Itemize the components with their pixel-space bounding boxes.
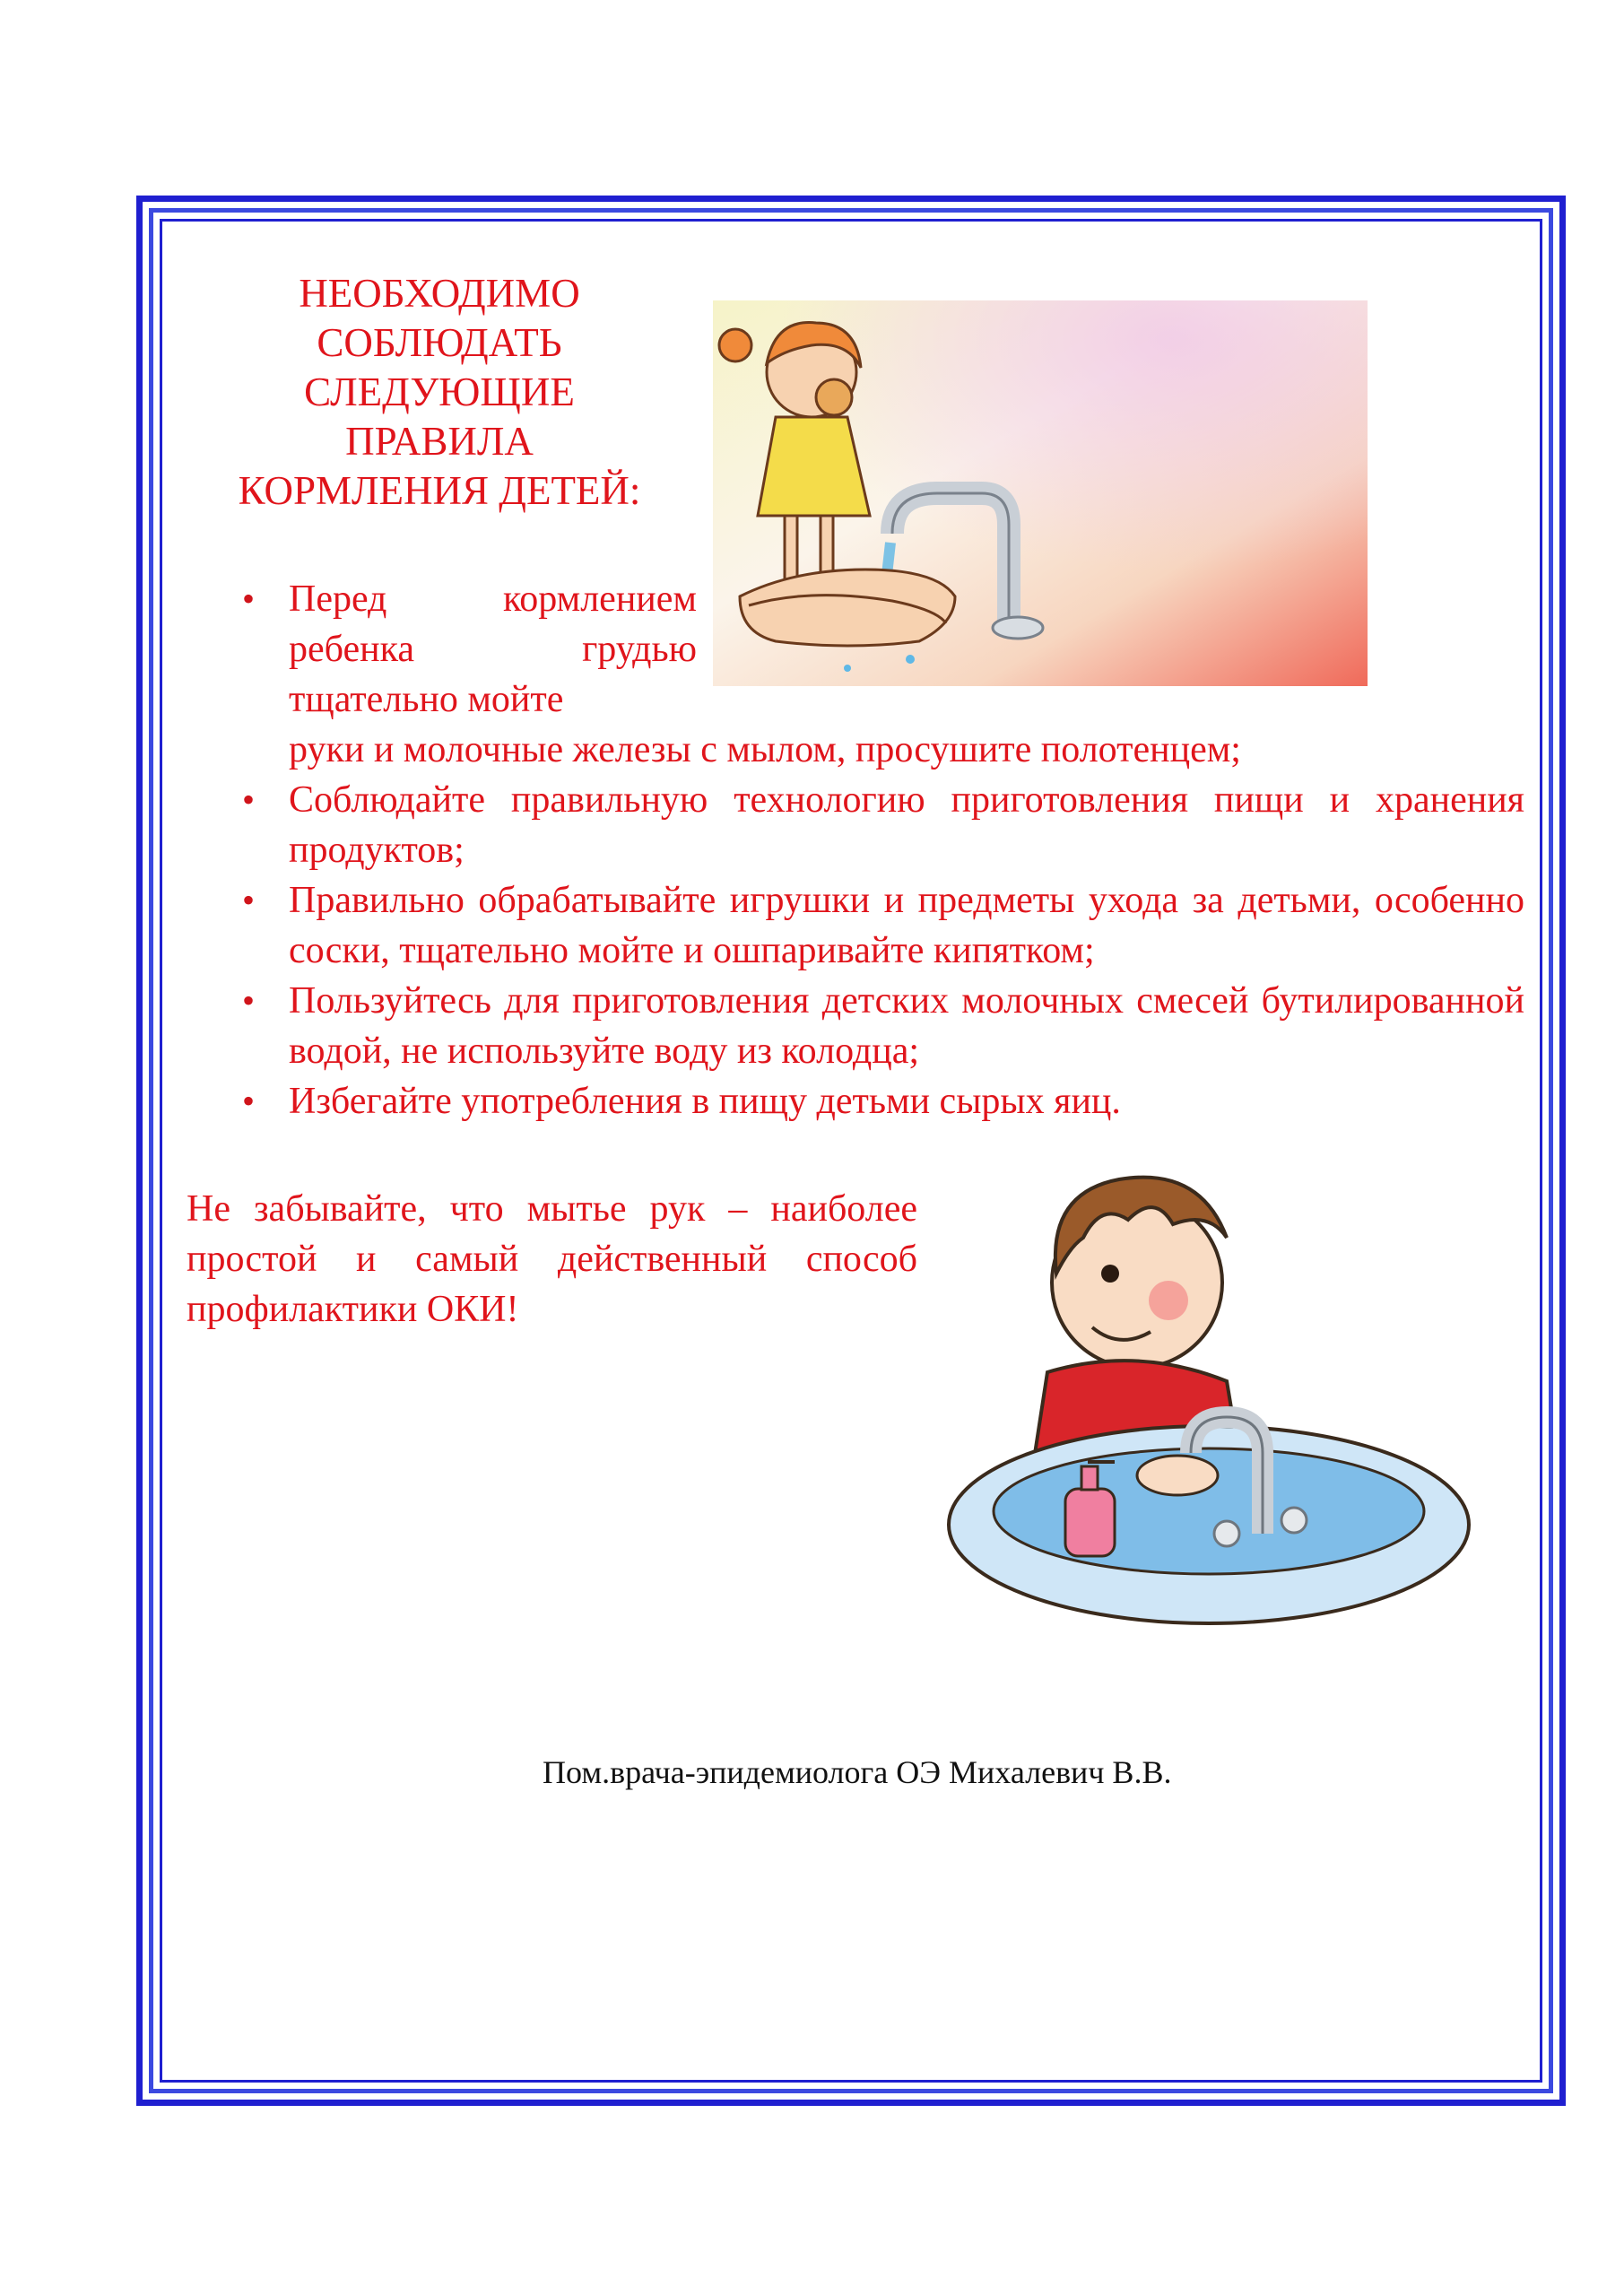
heading-line: СОБЛЮДАТЬ [317,320,562,365]
rule-text: • Соблюдайте правильную технологию приготовления пищи и хранения продуктов; [289,779,1524,871]
rule-item [242,775,1524,875]
heading-line: НЕОБХОДИМО [299,271,580,316]
rule-text: • Правильно обрабатывайте игрушки и предметы ухода за детьми, особенно соски, тщательно мойте и ошпаривайте кипятком; [289,880,1524,971]
rule-item [242,976,1524,1076]
rule-text: • Перед кормлением ребенка грудью тщательно мойте [289,578,697,720]
heading-line: СЛЕДУЮЩИЕ [304,370,575,414]
rule-item [242,574,1241,775]
feeding-rules-list [242,574,1524,1126]
rule-text: • Пользуйтесь для приготовления детских молочных смесей бутилированной водой, не используйте воду из колодца; [289,980,1524,1072]
page-heading [206,269,673,516]
heading-line: КОРМЛЕНИЯ ДЕТЕЙ: [238,468,641,513]
handwashing-reminder: Не забывайте, что мытье рук – наиболее простой и самый действенный способ профилактики ОКИ! [187,1188,917,1330]
author-signature: Пом.врача-эпидемиолога ОЭ Михалевич В.В. [543,1754,1172,1790]
rule-item [242,875,1524,976]
boy-washing-hands-illustration [940,1157,1489,1631]
rule-item [242,1076,1524,1126]
heading-line: ПРАВИЛА [345,419,534,464]
rule-text-continuation: руки и молочные железы с мылом, просушите полотенцем; [289,729,1241,770]
rule-text: • Избегайте употребления в пищу детьми сырых яиц. [289,1081,1121,1122]
